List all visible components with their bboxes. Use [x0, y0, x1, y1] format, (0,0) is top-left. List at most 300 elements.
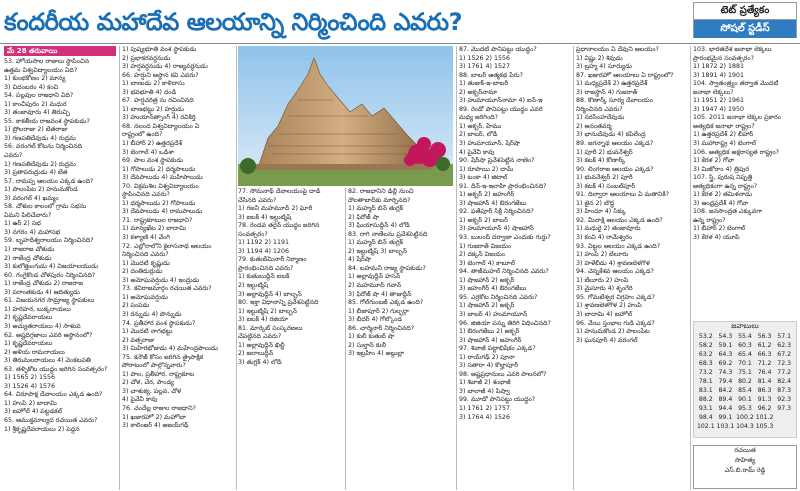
text-line: మధ్య జరిగింది? [459, 114, 498, 122]
text-line: 3) హుమాయూన్‌నామా 4) ఐన్-ఇ [459, 97, 543, 105]
text-line: 3) గణపతిదేవుడు 4) రుద్రమ [4, 134, 76, 142]
text-line: 3) కులోత్తుంగుడు 4) విజయాలయుడు [4, 263, 99, 271]
text-line: 1) అల్లావుద్దీన్ హసన్ [348, 273, 401, 281]
text-line: 3) అల్లావుద్దీన్ 4) బాల్బన్ [238, 290, 302, 298]
text-line: 2) ఇల్టుట్మిష్ 3) బాల్బన్ [348, 247, 407, 255]
text-line: 70. విక్రమశిల విశ్వవిద్యాలయం [122, 182, 199, 190]
text-line: 3) కాలింజర్ 4) అజయ్‌గఢ్ [122, 422, 189, 430]
text-line: 1) ధర్మపాలుడు 2) గోపాలుడు [122, 199, 196, 207]
answer-cell [774, 413, 794, 422]
continued-byline: మే 28 తరువాయి [4, 46, 116, 56]
tag-bottom: సోషల్ స్టడీస్ [694, 20, 796, 38]
answer-cell: 76.4 [757, 369, 772, 376]
text-line: 66. హర్షుని ఆస్థాన కవి ఎవరు? [122, 71, 199, 79]
text-line: 3) సతారా 4) కొల్హాపూర్ [459, 362, 519, 370]
text-line: 108. జనసాంద్రత ఎక్కువగా [693, 208, 763, 216]
text-line: 93. విట్టల ఆలయం ఎక్కడ ఉంది? [576, 242, 661, 250]
text-line: 1) తుజుక్-ఇ-బాబరీ [459, 80, 509, 88]
text-line: 1) 1951 2) 1961 [693, 97, 744, 105]
header-rule [0, 43, 800, 44]
answer-cell: 101.2 [755, 414, 774, 421]
answer-cell: 100.2 [736, 414, 754, 421]
answer-cell: 84.2 [718, 387, 733, 394]
text-line: 1) షాజహాన్ 2) అక్బర్ [459, 276, 515, 284]
text-line: 1) మహ్మద్ బిన్ తుగ్లక్ [348, 205, 403, 213]
text-line: 3) బ్రహ్మ 4) సూర్యుడు [576, 63, 632, 71]
column-divider [119, 46, 120, 490]
text-line: 1) 1761 2) 1757 [459, 404, 510, 412]
text-line: 2) వత్సరాజు [122, 336, 155, 344]
text-line: 1) అల్లావుద్దీన్ ఖిల్జీ [238, 341, 285, 349]
text-line: 3) హుమాయూన్ 4) షాజహాన్ [459, 225, 534, 233]
text-line: 91. దిల్వారా ఆలయాలు ఏ మతానికి? [576, 191, 669, 199]
text-line: 1) 1192 2) 1191 [238, 239, 289, 247]
text-line: 95. గోమటేశ్వర విగ్రహం ఎక్కడ? [576, 293, 655, 301]
column-5 [459, 46, 571, 490]
text-line: 3) 1194 4) 1206 [238, 247, 289, 255]
text-line: అత్యధికంగా ఉన్న రాష్ట్రం? [693, 182, 758, 190]
answer-cell [774, 422, 794, 431]
text-line: 74. ప్రతీహార వంశ స్థాపకుడు? [122, 319, 196, 327]
text-line: 1) గణపతిదేవుడు 2) రుద్రమ [4, 160, 76, 168]
text-line: 1) బేలూరు 2) హంపి [576, 276, 629, 284]
answer-cell: 78.1 [698, 378, 713, 385]
answer-cell: 68.3 [698, 360, 713, 367]
text-line: 1) నరసింహదేవుడు [576, 114, 625, 122]
answer-cell: 65.4 [738, 351, 752, 358]
text-line: 3) అమోఘవర్షుడు 4) ఇంద్రుడు [122, 276, 200, 284]
column-divider [690, 46, 691, 490]
text-line: పోరాటంలో పాల్గొన్నవారు? [122, 362, 186, 370]
text-line: 99. మూడో పానిపట్టు యుద్ధం? [459, 396, 536, 404]
answer-cell: 70.1 [738, 360, 752, 367]
answer-cell: 69.2 [718, 360, 733, 367]
text-line: 72. ఎల్లోరాలోని కైలాసనాథ ఆలయం [122, 242, 212, 250]
column-3 [238, 188, 343, 490]
text-line: 1) విష్ణు 2) శివుడు [576, 54, 623, 62]
text-line: 1) మధ్యప్రదేశ్ 2) ఉత్తరప్రదేశ్ [576, 80, 648, 88]
text-line: 76. చందేల్ల రాజుల రాజధాని? [122, 404, 196, 412]
text-line: 1) పూరీ 2) భువనేశ్వర్ [576, 148, 633, 156]
text-line: 1) గజనీ మహమూద్ 2) ఘోరీ [238, 205, 313, 213]
author-line-3: ఎస్.బి.రామ్ రెడ్డి [724, 467, 766, 474]
text-line: 2) అళియ రామరాయలు [4, 348, 65, 356]
text-line: 1) రాజేంద్ర చోళుడు 2) రాజరాజ [4, 280, 83, 288]
text-line: 3) ఘనపూర్ 4) వరంగల్ [576, 336, 638, 344]
text-line: 88. కొణార్క్ సూర్య దేవాలయం [576, 97, 653, 105]
text-line: 69. పాల వంశ స్థాపకుడు [122, 157, 184, 165]
text-line: జనాభా లెక్కలు? [693, 88, 734, 96]
text-line: 105. 2011 జనాభా లెక్కల ప్రకారం [693, 114, 781, 122]
text-line: 107. స్త్రీ, పురుష నిష్పత్తి [693, 174, 753, 182]
text-line: 3) చాళుక్య, పల్లవ, చోళ [122, 387, 182, 395]
text-line: 2) పంపడు [122, 302, 150, 310]
text-line: 2) జలాలుద్దీన్ [238, 350, 274, 358]
answer-cell: 66.3 [757, 351, 772, 358]
text-line: 3) ఐబక్ 4) ఇల్టుట్మిష్ [238, 213, 292, 221]
answer-cell: 61.2 [757, 342, 772, 349]
text-line: 55. కాకతీయ రాజవంశ స్థాపకుడు? [4, 117, 90, 125]
text-line: 59. బృహదీశ్వరాలయం నిర్మించినది? [4, 237, 94, 245]
text-line: 3) బెంగాల్ 4) ఒడిశా [122, 148, 174, 156]
text-line: 1) భువనేశ్వర్ 2) పూరీ [576, 174, 633, 182]
text-line: 3) దేవపాలుడు 4) మహీపాలుడు [122, 174, 203, 182]
text-line: 1) కుతుబుద్దీన్ ఐబక్ [238, 273, 290, 281]
text-line: 2) సుల్తాన్ కులీ [348, 341, 386, 349]
text-line: 1) అక్బర్ 2) జహంగీర్ [459, 191, 515, 199]
text-line: 4) పైవేవీ కావు [459, 148, 495, 156]
text-line: 3) బాలాజీ 4) పీష్వా [459, 387, 510, 395]
text-line: 3) పరాంతకుడు 4) ఆదిత్యుడు [4, 288, 80, 296]
text-line: 1) కేరళ 2) గోవా [693, 157, 735, 165]
text-line: 3) 1761 4) 1527 [459, 63, 510, 71]
answer-cell: 99.1 [718, 414, 733, 421]
answer-cell: 77.2 [777, 369, 792, 376]
answer-cell: 80.2 [738, 378, 752, 385]
text-line: 3) కటక్ 4) కోణార్క్ [576, 157, 626, 165]
text-line: అత్యధిక జనాభా రాష్ట్రం? [693, 122, 755, 130]
text-line: సంవత్సరం? [238, 230, 268, 238]
text-line: 3) ఇబ్రహీం 4) అబ్దుల్లా [348, 350, 405, 358]
answer-cell: 62.3 [777, 342, 792, 349]
text-line: 3) హళేబీడు 4) శ్రావణబెళగొళ [576, 259, 650, 267]
text-line: 3) షాజహాన్ 4) జహంగీర్ [459, 336, 522, 344]
text-line: 64. విరూపాక్ష దేవాలయం ఎక్కడ ఉంది? [4, 391, 103, 399]
text-line: 96. వేయి స్తంభాల గుడి ఎక్కడ? [576, 319, 655, 327]
text-line: ఎవరు? [4, 152, 23, 160]
text-line: 2) ఇల్టుట్మిష్ [238, 282, 269, 290]
text-line: 1) శివాజీ 2) శంభాజీ [459, 379, 511, 387]
text-line: 2) ప్రభాకరవర్ధనుడు [122, 54, 171, 62]
text-line: 63. తళ్ళికోట యుద్ధం జరిగిన సంవత్సరం? [4, 365, 108, 373]
text-line: 1) శ్రీకృష్ణదేవరాయలు 2) పెద్దన [4, 425, 80, 433]
text-line: 1) పుష్యభూతి వంశ స్థాపకుడు [122, 46, 197, 53]
text-line: ఉత్తమ విశ్వవిద్యాలయం ఏది? [4, 66, 78, 74]
column-1 [4, 46, 116, 490]
text-line: 87. ఖజురహో ఆలయాలు ఏ రాష్ట్రంలో? [576, 71, 674, 79]
text-line: 1) కాంచీపురం 2) మధుర [4, 100, 67, 108]
text-line: 1) రాయ్‌గఢ్ 2) పూనా [459, 353, 515, 361]
text-line: 71. రాష్ట్రకూటుల రాజధాని? [122, 216, 193, 224]
text-line: 1) రూపాయి 2) దామ్ [459, 165, 514, 173]
text-line: 1) హనుమకొండ 2) పాలంపేట [576, 328, 650, 336]
text-line: 57. రామప్ప ఆలయం ఎక్కడ ఉంది? [4, 177, 94, 185]
answer-cell: 55.4 [738, 333, 752, 340]
text-line: 1) ఉత్తరప్రదేశ్ 2) బీహార్ [693, 131, 754, 139]
answer-cell: 72.3 [777, 360, 792, 367]
answer-cell: 57.1 [777, 333, 792, 340]
text-line: 2) దంతిదుర్గుడు [122, 268, 163, 276]
text-line: 3) ఐబక్ 4) రజియా [238, 316, 288, 324]
text-line: 83. రాగి నాణేలను ప్రవేశపెట్టినది [348, 230, 428, 238]
text-line: 3) మహారాష్ట్ర 4) బెంగాల్ [693, 140, 757, 148]
text-line: 1) 1526 2) 1556 [459, 54, 510, 62]
answer-cell: 82.4 [777, 378, 792, 385]
text-line: 1) 1565 2) 1556 [4, 374, 55, 382]
text-line: 1) బీహార్ 2) బెంగాల్ [693, 225, 746, 233]
text-line: 1) హంపి 2) బాదామి [4, 399, 57, 407]
answer-cell: 59.1 [718, 342, 733, 349]
text-line: 1) మాన్యఖేట 2) బాదామి [122, 225, 187, 233]
author-line-2: సాహిత్య [734, 457, 756, 464]
text-line: 97. శివాజీ పట్టాభిషేకం ఎక్కడ? [459, 345, 536, 353]
text-line: 3) జహంగీర్ 4) ఔరంగజేబు [459, 285, 527, 293]
text-line: 53. హోయసాల రాజులు స్థాపించిన [4, 58, 90, 65]
text-line: 3) ఘియాసుద్దీన్ 4) లోడీ [348, 222, 410, 230]
answer-cell: 79.4 [718, 378, 733, 385]
text-line: ప్రధానాలయం ఏ దేవుని ఆలయం? [576, 46, 659, 53]
text-line: 61. విజయనగర సామ్రాజ్య స్థాపకులు [4, 297, 95, 305]
answer-cell: 63.2 [698, 351, 713, 358]
column-divider [573, 46, 574, 490]
text-line: 2) మహమూద్ గవాన్ [348, 282, 402, 290]
answer-cell: 96.2 [757, 405, 772, 412]
text-line: 3) రన్నుడు 4) పొన్నుడు [122, 310, 182, 318]
text-line: 73. కవిరాజమార్గం రచయిత ఎవరు? [122, 285, 212, 293]
text-line: 1) షాజహాన్ 2) అక్బర్ [459, 302, 515, 310]
text-line: 3) బాబర్ 4) హుమాయూన్ [459, 310, 528, 318]
text-line: 82. రాజధానిని ఢిల్లీ నుంచి [348, 188, 414, 195]
text-line: 98. అష్టప్రధానులు ఎవరి పాలనలో? [459, 370, 547, 378]
text-line: 106. అత్యధిక అక్షరాస్యత రాష్ట్రం? [693, 148, 779, 156]
text-line: 67. హర్షచరిత్ర ను రచించినది [122, 97, 194, 105]
answer-cell: 54.3 [718, 333, 733, 340]
text-line: 90. షేర్‌షా ప్రవేశపెట్టిన నాణెం? [459, 157, 535, 165]
column-divider [236, 46, 237, 490]
text-line: 3) హిందూ 4) సిక్కు [576, 208, 627, 216]
text-line: 58. చోళుల కాలంలో గ్రామ సభను [4, 203, 87, 211]
author-box [693, 445, 797, 489]
answer-cell: 105.3 [755, 423, 774, 430]
text-line: 3) దేవపాలుడు 4) రామపాలుడు [122, 208, 203, 216]
column-2 [122, 46, 234, 490]
text-line: ప్రారంభమైన సంవత్సరం? [693, 54, 754, 62]
column-6 [576, 46, 689, 490]
text-line: 87. మొదటి పానిపట్టు యుద్ధం? [459, 46, 537, 53]
text-line: 103. భారతదేశ జనాభా లెక్కలు [693, 46, 772, 53]
text-line: 2) చోళ, చేర, పాండ్య [122, 379, 174, 387]
answer-cell: 103.1 [716, 423, 735, 430]
answer-cell: 58.2 [698, 342, 713, 349]
answer-key-heading: జవాబులు [731, 322, 759, 330]
text-line: 1) ఉర్ 2) సభ [4, 220, 41, 228]
text-line: 62. అష్టదిగ్గజాలు ఎవరి ఆస్థానంలో? [4, 331, 93, 339]
column-4 [348, 188, 453, 490]
answer-key [693, 321, 797, 438]
text-line: 3) బెంగాల్ 4) కాబూల్ [459, 259, 515, 267]
answer-cell: 90.1 [738, 396, 752, 403]
text-line: 3) రాజస్థాన్ 4) గుజరాత్ [576, 88, 638, 96]
text-line: 1) హంపి 2) బేలూరు [576, 251, 629, 259]
text-line: 86. చార్మినార్ నిర్మించినది? [348, 324, 415, 332]
text-line: 92. ఫతేపూర్ సిక్రీ నిర్మించినది? [459, 208, 534, 216]
text-line: 3) 1526 4) 1576 [4, 382, 55, 390]
text-line: 94. తాజ్‌మహల్ నిర్మించినది ఎవరు? [459, 268, 549, 276]
temple-photo [238, 46, 453, 186]
text-line: 81. మార్కెట్ సంస్కరణలు [238, 324, 303, 332]
text-line: 1) రాజరాజ చోళుడు [4, 246, 55, 254]
text-line: 3) కేరళ 4) యూపీ [693, 234, 740, 242]
text-line: 1) అక్బర్ 2) బాబర్ [459, 216, 508, 224]
text-line: 1) జైన 2) బౌద్ధ [576, 199, 615, 207]
text-line: 3) తిరుమలరాయలు 4) వెంకటపతి [4, 357, 91, 365]
text-line: 1) మధురై 2) తంజావూరు [576, 225, 641, 233]
text-line: 2) అక్బర్‌నామా [459, 88, 498, 96]
text-line: 3) భానుదేవుడు 4) కపిలేంద్ర [576, 131, 646, 139]
text-line: 1) పాల, ప్రతీహార, రాష్ట్రకూట [122, 370, 195, 378]
text-line: 56. వరంగల్ కోటను నిర్మించినది [4, 143, 83, 151]
answer-cell: 95.3 [738, 405, 752, 412]
text-line: 94. చెన్నకేశవ ఆలయం ఎక్కడ? [576, 268, 654, 276]
text-line: 1) 1872 2) 1881 [693, 63, 744, 71]
text-line: 3) హుయాన్‌త్సాంగ్ 4) రవికీర్తి [122, 114, 196, 122]
text-line: 89. జగన్నాథ ఆలయం ఎక్కడ? [576, 140, 654, 148]
text-line: 2) దక్కన్ విజయం [459, 251, 506, 259]
answer-cell: 83.1 [698, 387, 713, 394]
text-line: 2) రాజేంద్ర చోళుడు [4, 254, 52, 262]
text-line: 3) బాదామి 4) ఐహోల్ [576, 310, 633, 318]
text-line: 3) తుగ్లక్ 4) లోడీ [238, 358, 282, 366]
text-line: 3) టంకా 4) జిటాల్ [459, 174, 508, 182]
text-line: 68. నలంద విశ్వవిద్యాలయం ఏ [122, 122, 200, 130]
text-line: 54. పల్లవుల రాజధాని ఏది? [4, 92, 74, 100]
text-line: 3) కటక్ 4) సంబల్‌పూర్ [576, 182, 636, 190]
author-line-1: రచయిత [734, 447, 756, 454]
text-line: 3) ఫిరోజ్ షా 4) తాజుద్దీన్ [348, 290, 412, 298]
text-line: 1) బీజాపూర్ 2) గుల్బర్గా [348, 307, 409, 315]
text-line: 3) 1947 4) 1950 [693, 105, 744, 113]
tag-top: టెట్ ప్రత్యేకం [694, 3, 796, 20]
text-line: రాష్ట్రంలో ఉంది? [122, 131, 163, 139]
answer-cell: 102.1 [696, 423, 715, 430]
text-line: 1) గోపాలుడు 2) ధర్మపాలుడు [122, 165, 196, 173]
text-line: 104. స్వాతంత్ర్యం తర్వాత మొదటి [693, 80, 779, 88]
text-line: 3) హుమాయూన్, షేర్‌షా [459, 140, 521, 148]
answer-cell: 74.3 [718, 369, 733, 376]
answer-cell: 67.2 [777, 351, 792, 358]
text-line: 2) బాబర్, లోడీ [459, 131, 498, 139]
text-line: 2) కృష్ణదేవరాయలు [4, 314, 53, 322]
column-7 [693, 46, 797, 318]
text-line: 78. రెండవ తరైన్ యుద్ధం జరిగిన [238, 222, 320, 230]
text-line: 1) కృష్ణదేవరాయలు [4, 340, 53, 348]
text-line: 3) వరంగల్ 4) ఖమ్మం [4, 194, 59, 202]
text-line: ఉన్న రాష్ట్రం? [693, 216, 726, 224]
text-line: 85. గోల్‌గుంబజ్ ఎక్కడ ఉంది? [348, 299, 424, 307]
text-line: స్థాపించినది ఎవరు? [122, 191, 170, 199]
text-line: 1) ఔరంగజేబు 2) అక్బర్ [459, 328, 520, 336]
text-line: 1) మహ్మద్ బిన్ తుగ్లక్ [348, 239, 403, 247]
text-line: 3) భవభూతి 4) దండి [122, 88, 177, 96]
text-line: 80. ఇక్తా విధానాన్ని ప్రవేశపెట్టినది [238, 299, 319, 307]
text-line: 3) ప్రతాపరుద్రుడు 4) బేత [4, 169, 68, 177]
text-line: 3) ఐహోల్ 4) పట్టడకల్ [4, 408, 63, 416]
text-line: 3) 1891 4) 1901 [693, 71, 744, 79]
answer-cell: 91.3 [757, 396, 772, 403]
answer-cell: 86.3 [757, 387, 772, 394]
text-line: నిర్మించినది ఎవరు? [122, 251, 169, 259]
text-line: 75. కనౌజ్ కోసం జరిగిన త్రైపాక్షిక [122, 353, 204, 361]
text-line: 1) మొదటి నాగభట్టు [122, 328, 173, 336]
answer-cell: 81.4 [757, 378, 772, 385]
text-line: ప్రారంభించినది ఎవరు? [238, 264, 294, 272]
answer-cell: 60.3 [738, 342, 752, 349]
answer-cell: 88.2 [698, 396, 713, 403]
column-divider [345, 188, 346, 490]
answer-cell: 98.4 [698, 414, 713, 421]
answer-cell: 75.1 [738, 369, 752, 376]
text-line: 3) మైసూరు 4) శృంగేరి [576, 285, 633, 293]
column-divider [456, 46, 457, 490]
text-line: 60. గంగైకొండ చోళపురం నిర్మించినది? [4, 271, 96, 279]
text-line: 65. ఆముక్తమాల్యద రచయిత ఎవరు? [4, 416, 98, 424]
text-line: 4) షేర్‌షా [348, 256, 372, 264]
text-line: 93. బులంద్ దర్వాజా ఎందుకు గుర్తు? [459, 234, 551, 242]
text-line: 1) కులీ కుతుబ్ షా [348, 333, 395, 341]
answer-cell: 64.3 [718, 351, 733, 358]
answer-cell: 94.4 [718, 405, 733, 412]
answer-cell: 71.2 [757, 360, 772, 367]
text-line: 1) గుజరాత్ విజయం [459, 242, 512, 250]
text-line: 77. సోమనాథ్ దేవాలయంపై దాడి [238, 188, 321, 195]
text-line: 1) అక్బర్, హేము [459, 122, 502, 130]
answer-cell: 53.2 [698, 333, 713, 340]
text-line: 1) కుంభకోణం 2) మాన్య [4, 75, 66, 83]
text-line: 91. దీన్-ఇ-ఇలాహీ ప్రారంభించినది? [459, 182, 547, 190]
answer-cell: 104.3 [736, 423, 754, 430]
text-line: 3) ఆంధ్రప్రదేశ్ 4) గోవా [693, 199, 749, 207]
text-line: 3) నగరం 4) మహాసభ [4, 228, 61, 236]
text-line: 96. జిజియా పన్ను తిరిగి విధించినది? [459, 319, 551, 327]
text-line: 2) అనంతవర్మ [576, 122, 612, 130]
text-line: 90. లింగరాజ ఆలయం ఎక్కడ? [576, 165, 654, 173]
text-line: 88. బాబర్ ఆత్మకథ పేరు? [459, 71, 523, 79]
headline: కందరీయ మహాదేవ ఆలయాన్ని నిర్మించింది ఎవరు? [4, 8, 463, 36]
text-line: 1) బాణభట్టు 2) హర్షుడు [122, 105, 184, 113]
text-line: 1) బాణుడు 2) కాళిదాసు [122, 80, 185, 88]
text-line: ఏమని పిలిచేవారు? [4, 211, 52, 219]
text-line: 92. మీనాక్షి ఆలయం ఎక్కడ ఉంది? [576, 216, 663, 224]
text-line: 3) అచ్యుతరాయలు 4) సాళువ [4, 322, 81, 330]
answer-grid [694, 331, 796, 432]
text-line: 1) కేరళ 2) తమిళనాడు [693, 191, 753, 199]
text-line: 3) 1764 4) 1526 [459, 413, 510, 421]
text-line: 3) మిహిరభోజుడు 4) మహేంద్రపాలుడు [122, 345, 218, 353]
text-line: 89. రెండో పానిపట్టు యుద్ధం ఎవరి [459, 105, 543, 113]
text-line: 1) బీహార్ 2) ఉత్తరప్రదేశ్ [122, 140, 183, 148]
answer-cell: 56.3 [757, 333, 772, 340]
text-line: 3) హర్షవర్ధనుడు 4) రాజ్యవర్ధనుడు [122, 63, 208, 71]
text-line: 95. ఎర్రకోట నిర్మించినది ఎవరు? [459, 293, 538, 301]
text-line: 3) షాజహాన్ 4) ఔరంగజేబు [459, 199, 527, 207]
text-line: 3) బీదర్ 4) గోల్కొండ [348, 316, 402, 324]
text-line: 1) ప్రోలరాజు 2) బేతరాజు [4, 126, 68, 134]
text-line: నిర్మించినది ఎవరు? [576, 105, 623, 113]
text-line: 3) కళ్యాణి 4) వేంగి [122, 234, 170, 242]
text-line: 84. బహమనీ రాజ్య స్థాపకుడు? [348, 264, 426, 272]
text-line: 1) శ్రావణబెళగొళ 2) హంపి [576, 302, 642, 310]
text-line: 1) మొదటి కృష్ణుడు [122, 259, 170, 267]
answer-cell: 92.3 [777, 396, 792, 403]
answer-cell: 73.2 [698, 369, 713, 376]
text-line: 1) హరిహర, బుక్కరాయలు [4, 305, 71, 313]
text-line: 3) మిజోరాం 4) త్రిపుర [693, 165, 749, 173]
answer-cell: 85.4 [738, 387, 752, 394]
section-tag [693, 2, 797, 38]
text-line: 3) చిదంబరం 4) కంచి [4, 83, 59, 91]
answer-cell: 89.4 [718, 396, 733, 403]
text-line: 1) ఖజురహో 2) మహోబా [122, 413, 186, 421]
